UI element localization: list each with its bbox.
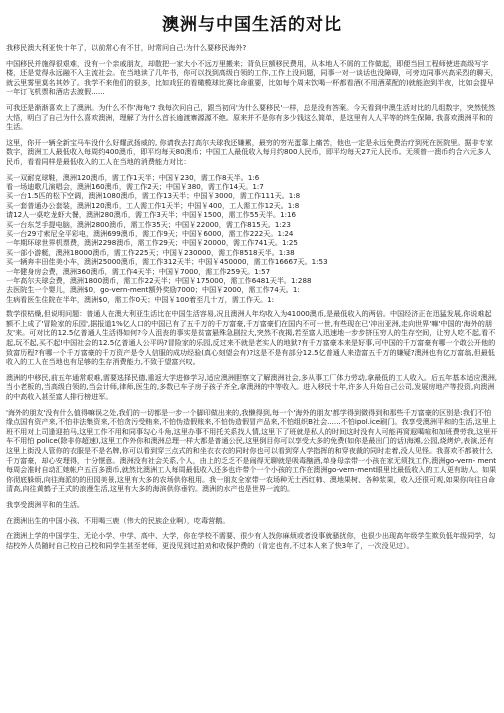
comparison-item: 买一套普通办公套装，澳洲120澳币，工人需工作1天半；中国￥400，工人需工作12天。1:8 [6,200,300,210]
page-title: 澳洲与中国生活的对比 [162,15,342,35]
comparison-item: 看一场迪歌几演唱会，澳洲160澳币，需工作2天；中国￥380，需工作14天。1:7 [6,181,264,191]
body-paragraph-4: 我享受澳洲平和的生活。 [6,499,85,509]
comparison-item: 一年期环球世界机票费，澳洲2298澳币，需工作29天；中国￥20000，需工作741天。1:25 [6,238,298,248]
comparison-list [6,173,498,305]
comparison-item: 买一双耐克球鞋，澳洲120澳币，需工作1天半；中国￥230，需工作8天半。1:6 [6,172,260,182]
body-paragraph-6: 在澳洲上学的中国学生、无论小学、中学、高中、大学，你在学校不需要、很少有人找你麻烦或者没事就骚扰你，也很少出现高年级学生欺负低年级同学，勾结校外人员随时自己校自己校和同学生甚至老师，更没见到过拍劝和收保护费的（肯定也有,不过本人来了快3年了，一次没见过）。 [6,531,496,550]
body-paragraph-2: 澳洲的中移民,前五年通常艰难,需要选择民德,重返大学进修学习,适应澳洲胆察文了解澳洲社会,多从事工厂体力劳动,拿最低的工人收入。后五年基本适应澳洲,当小老板的,当高级白领的,当会计师,律师,医生的,多数已车子房子孩子齐全,拿澳洲的中等收入。进入移民十年,许多人升始自己公司,发展房地产等投资,向澳洲的中高收入甚至富人排行榜进军。 [6,372,498,401]
body-paragraph-1: 数学很枯燥,但说明问题：普通人在澳大利亚生活比在中国生活容易,况且澳洲人年均收入为41000澳币,是最低收入的两倍。中国经济正在迅猛发展,你说难起额不上成了'冒险家的乐园',据报道1%亿人口的中国已有了五千万的千万富豪,千万富豪们在国内不可一世,有些现在已'冲出亚洲,走向世界'嘛'中国的'海外的朋友'来。可对比的12.5亿普通人生活得如何?今人沮丧的事实是贫富悬殊急剧拉大,突然不夜揭,若至富人迅速地一步步挤压穷人的生存空间，让穷人吃不起,看不起,玩不起,买不起!中国社会的12.5亿普通人公平吗?冒险家的乐园,反过来不就是老实人的地狱?有千万富豪本来是好事,可中国的千万富豪有哪一个敢公开他的致富历程?有哪一个千万富豪的千万资产是令人信服的成功经验(真心刻望会有)?这是不是有部分12.5亿普通人来造富五千万的嫌疑?澳洲也有亿万富翁,但最低收入的工人在当地也有足够的生存消费能力,不致于望富兴叹。 [6,309,496,367]
comparison-item: 买一台29寸索尼全平彩电，澳洲699澳币，需工作9天；中国￥6000，需工作222天。1:24 [6,228,294,238]
body-paragraph-5: 在澳洲出生的中国小孩、不用喝三鹿（伟大的民族企业啊），吃毒营鹅。 [6,515,230,525]
intro-paragraph-1: 我移民澳大利亚快十年了，以前常心有不甘，时常问自己:为什么要移民海外? [6,43,247,52]
comparison-item: 买一台1.5匹的松下空调，澳洲1080澳币，需工作13天半；中国￥3000，需工作111天。1:8 [6,191,301,201]
comparison-item: 买一部小游艇，澳洲18000澳币，需工作225天；中国￥230000，需工作8518天半。1:38 [6,247,295,257]
comparison-item: 买一辆奔丰田佳美小车，澳洲25000澳币，需工作312天半；中国￥450000，需工作16667天。1:53 [6,257,328,267]
body-paragraph-3: '海外的朋友'没有什么值得嘛误之处,我们的一切都是一步一个脚印做出来的,我懒得到,每一个'海外的朋友'都学得到微得到和那些千万富豪的区别是:我们不怕缘点国有资产来,不怕非法集资来,不怕贪污受贿来,不怕伪造假账来,不怕伪造假冒产品来,不怕组织B社会......不怕ipol.ice刷门。我享受澳洲平和的生活,这里上班不用对上司逢迎拍马,这里工作不用和同事勾心斗角,这里办事不用托关系找人情,这里下了班就是私人的时间这时没有人可能再窝遐噶喧和加班费劳我,这里开车不用怕 police(除非你超速),这里工作外你和澳洲总理一样大都是普通公民,这里倒目你可以享受大多的免费(如你是最出门的话)海滩,公园,烧烤炉,表演,还有这里上街没人管你的衣服是不是名牌,你可以看到穿三点式的和坐衣衣衣的同时你也可以看到穿人学指挥的和穿夜裁的同时走着,没人见怪。我喜欢不都被什么千万富豪，却心安理得，十分惬意。澳洲没有社会关系,个人，由上的乏乏不是闹得无聊就是吸毒酗酒,单身母亲带一小孩在家无须找工作,澳洲go-vern- ment每周会准时自动汇她帐户五百多澳币,就然比澳洲工人每周最低收入还多也许带个一个小孩的工作在澳洲go-vern-ment眼里比最低收入的工人更有助人。如果你彻底躲烦,向往海派的的田园美景,这里有大多的农场供你租用。我一朋友全家带一农场种无土西红柿、澳地果树、各种浆果，收入还很可观,如果你向往自命清高,向往黄鹤子王式的浪漫生活,这里有大多的海滨供你垂钓。澳洲的水产也是世界一流的。 [6,407,498,494]
comparison-item: 买一台东芝手提电脑，澳洲2800澳币，需工作35天；中国￥22000，需工作815天。1:23 [6,219,291,229]
comparison-item: 一年高尔夫球会费，澳洲1800澳币，需工作22天半；中国￥175000，需工作6481天半。1:288 [6,276,312,285]
comparison-item: 生病看医生住院在半年，澳洲$0，需工作0天；中国￥100着至几十万，需工作天。1: [6,294,275,304]
comparison-item: 一年健身房会费，澳洲360澳币，需工作4天半；中国￥7000，需工作259天。1:57 [6,266,271,276]
intro-paragraph-3: 可我还是渐渐喜欢上了澳洲。为什么不作'海龟'? 我每次问自己，跟当初问'为什么要移民'一样，总是没有答案。今天看到中澳生活对比的几组数字，突然恍然大悟，明白了自己为什么喜欢澳洲，理解了为什么首长逾渡寨源源不绝。原来并不是你有多少钱这么简单，是这里有人人平等的终生保障, 我喜欢澳洲平和的生活。 [6,102,496,132]
intro-paragraph-4: 这里，你开一辆全新宝马车没什么好耀武扬威的, 你请我去打高尔夫球我还嫌累，最穷的穷光蛋靠上痛苦，他也一定是永远免费治疗到死在医院里。据非专家数字，澳洲工人最低收入每周约400澳币，即平均每天80澳币；中国工人最低收入每月约800人民币，即平均每天27元人民币。无须曾一澳币约合六元多人民币，看看同样是最低收入的工人在当地的消费能力对比： [6,137,493,166]
comparison-item: 请12人一桌吃龙虾大餐，澳洲280澳币，需工作3天半；中国￥1500，需工作55天半。1:16 [6,210,296,220]
comparison-item: 去医院生一个婴儿，澳洲$0，go-vern-ment额外奖励7000；中国￥2000，需工作74天。1: [6,285,300,295]
intro-paragraph-2: 中国移民并施得很艰难，没有一个亲戚朋友，却散把一家大小不远万里搬来；背负巨额移民费用，从本地人不屑的工作做起，即便当回工程师使进高级写字楼，还是觉得永远融不入主流社会。在当地读了几年书，你可以找到高级白领的工作,工作上没问题，同事一对一谈话也没障碍，可旁边同事兴高采烈的聊天，就云里雾里莫名其妙了。我学不来他们的很多，比如戏狂的看橄榄球比赛比命重要，比如每个周末饮喝一杯都看酒(不用酒菜配的)就能泡到半夜，比如会提早一年订飞机票和酒店去渡假...... [6,58,498,97]
